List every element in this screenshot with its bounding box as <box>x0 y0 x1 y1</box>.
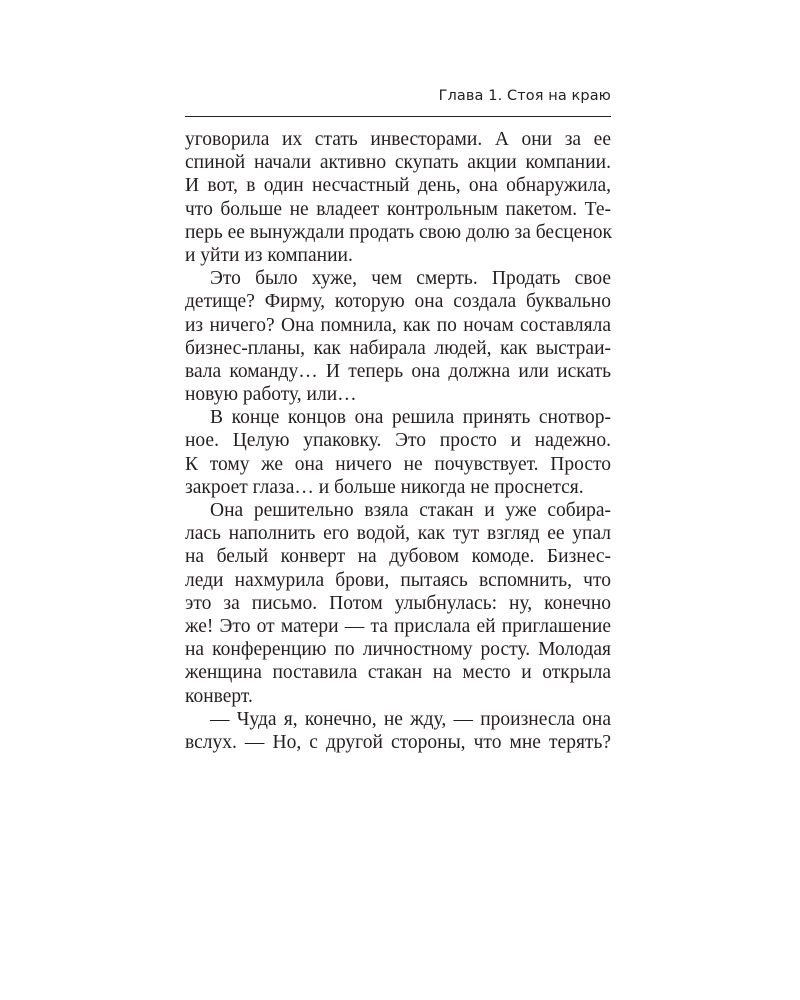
text-line: перь ее вынуждали продать свою долю за бесценок <box>185 221 612 243</box>
text-line: это за письмо. Потом улыбнулась: ну, конечно <box>185 592 611 614</box>
body-text <box>185 128 611 754</box>
text-line: из ничего? Она помнила, как по ночам составляла <box>185 314 611 336</box>
running-header: Глава 1. Стоя на краю <box>438 88 611 104</box>
text-line: — Чуда я, конечно, не жду, — произнесла она <box>210 708 611 730</box>
text-line: спиной начали активно скупать акции компании. <box>185 152 611 174</box>
text-line: закроет глаза… и больше никогда не проснется. <box>185 476 584 498</box>
text-line: вслух. — Но, с другой стороны, что мне терять? <box>185 731 611 753</box>
text-line: новую работу, или… <box>185 384 357 406</box>
text-line: конверт. <box>185 685 253 707</box>
text-line: бизнес-планы, как набирала людей, как выстраи- <box>185 337 611 359</box>
paragraph <box>185 406 611 499</box>
text-line: же! Это от матери — та прислала ей приглашение <box>185 615 611 637</box>
text-line: женщина поставила стакан на место и открыла <box>185 662 611 684</box>
text-line: леди нахмурила брови, пытаясь вспомнить, что <box>185 569 611 591</box>
paragraph <box>185 499 611 708</box>
text-line: и уйти из компании. <box>185 244 353 266</box>
text-line: детище? Фирму, которую она создала буквально <box>185 291 611 313</box>
text-line: вала команду… И теперь она должна или искать <box>185 360 611 382</box>
header-divider <box>185 116 611 117</box>
text-line: Это было хуже, чем смерть. Продать свое <box>210 268 611 290</box>
paragraph <box>185 128 611 267</box>
text-line: лась наполнить его водой, как тут взгляд ее упал <box>185 523 611 545</box>
text-line: В конце концов она решила принять снотвор- <box>210 407 611 429</box>
text-line: Она решительно взяла стакан и уже собира- <box>210 500 611 521</box>
text-line: И вот, в один несчастный день, она обнаружила, <box>185 175 611 197</box>
text-line: что больше не владеет контрольным пакетом. Те- <box>185 198 611 220</box>
text-line: на конференцию по личностному росту. Молодая <box>185 639 611 661</box>
paragraph <box>185 267 611 406</box>
text-line: уговорила их стать инвесторами. А они за ее <box>185 129 611 150</box>
text-line: на белый конверт на дубовом комоде. Бизнес- <box>185 546 611 568</box>
text-line: К тому же она ничего не почувствует. Просто <box>185 453 611 475</box>
text-line: ное. Целую упаковку. Это просто и надежно. <box>185 430 611 452</box>
paragraph <box>185 708 611 754</box>
